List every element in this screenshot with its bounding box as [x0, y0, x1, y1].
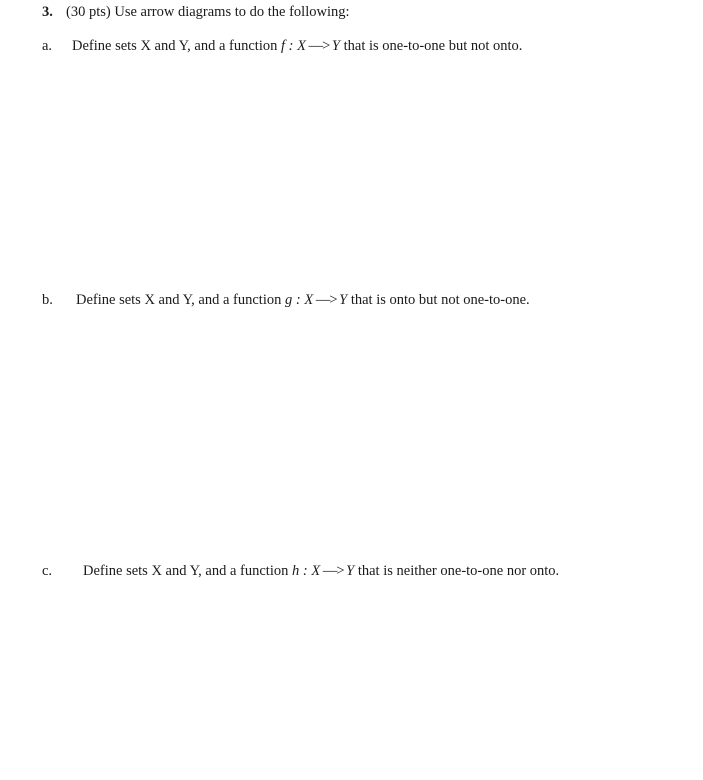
part-c-arrow: —> [320, 563, 347, 579]
part-c-post: that is neither one-to-one nor onto. [354, 563, 560, 579]
part-b-post: that is onto but not one-to-one. [347, 292, 530, 308]
part-a-post: that is one-to-one but not onto. [340, 38, 523, 54]
part-a-arrow: —> [305, 38, 332, 54]
question-instruction: Use arrow diagrams to do the following: [114, 4, 350, 20]
part-c-domain: X [311, 563, 321, 579]
part-b-function-name: g [285, 292, 293, 308]
question-points: (30 pts) [66, 4, 111, 20]
part-a-function-name: f [281, 38, 286, 54]
part-b-pre: Define sets X and Y, and a function [76, 292, 285, 308]
part-a-codomain: Y [331, 38, 340, 54]
question-points-and-instruction [66, 3, 350, 21]
question-number: 3. [42, 4, 53, 20]
part-b-colon: : [292, 292, 305, 308]
part-b-codomain: Y [339, 292, 348, 308]
part-a-text [72, 37, 522, 55]
part-c-text [83, 562, 559, 580]
part-b-marker: b. [42, 292, 53, 308]
part-b-arrow: —> [313, 292, 340, 308]
part-b-text [76, 291, 530, 309]
part-c-pre: Define sets X and Y, and a function [83, 563, 292, 579]
part-c-function-name: h [292, 563, 300, 579]
part-c-marker: c. [42, 563, 53, 579]
part-c-codomain: Y [346, 563, 355, 579]
part-a-colon: : [285, 38, 298, 54]
part-a-marker: a. [42, 38, 53, 54]
part-c-colon: : [299, 563, 312, 579]
part-b-domain: X [304, 292, 314, 308]
part-a-domain: X [297, 38, 306, 54]
part-a-pre: Define sets X and Y, and a function [72, 38, 281, 54]
